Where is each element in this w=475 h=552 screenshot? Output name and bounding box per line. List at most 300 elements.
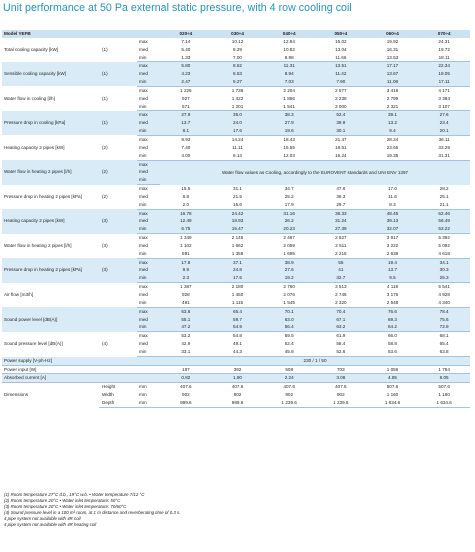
table-row — [2, 62, 470, 70]
table-cell: 17.0 — [367, 185, 419, 193]
table-cell: 34.1 — [418, 258, 470, 266]
table-cell: 52.4 — [315, 111, 367, 119]
table-cell: 22.34 — [418, 62, 470, 70]
table-cell: 3 176 — [367, 291, 419, 299]
table-cell: 5.80 — [160, 62, 212, 70]
table-cell: 1 387 — [160, 283, 212, 291]
table-cell: 53.2 — [160, 332, 212, 340]
table-cell: 18.11 — [418, 54, 470, 62]
table-cell: 2 180 — [212, 283, 264, 291]
table-cell: 31.1 — [212, 185, 264, 193]
level-label: min — [137, 323, 160, 331]
table-cell: 24.8 — [212, 266, 264, 274]
table-cell: 392 — [212, 365, 264, 374]
level-label: max — [137, 283, 160, 291]
table-cell: 3 107 — [418, 103, 470, 111]
table-cell: 25.1 — [418, 193, 470, 201]
table-cell: 47.2 — [160, 323, 212, 331]
table-cell: 1 239.6 — [263, 399, 315, 407]
table-cell: 15.47 — [212, 225, 264, 233]
table-cell: 11.31 — [263, 62, 315, 70]
table-cell: 62.46 — [418, 209, 470, 217]
table-cell: 2.24 — [263, 374, 315, 383]
table-cell: 187 — [160, 365, 212, 374]
row-note: (3) — [99, 258, 137, 283]
table-cell: 24.0 — [212, 119, 264, 127]
level-label: min — [137, 225, 160, 233]
table-cell: 1 784 — [418, 365, 470, 374]
table-row — [2, 160, 470, 168]
dimension-name: Width — [99, 391, 137, 399]
table-cell: 1 541 — [263, 103, 315, 111]
level-label: max — [137, 62, 160, 70]
table-row — [2, 185, 470, 193]
row-label: Pressure drop in heating 2 pipes [kPa] — [2, 185, 99, 210]
table-cell: 1 349 — [160, 234, 212, 242]
table-cell: 68.1 — [418, 332, 470, 340]
table-cell: 5.40 — [160, 46, 212, 54]
table-cell: 1 201 — [212, 103, 264, 111]
level-label: min — [137, 250, 160, 258]
table-row — [2, 332, 470, 340]
level-label: min — [137, 78, 160, 86]
table-cell: 23.65 — [367, 144, 419, 152]
row-note: (3) — [99, 234, 137, 259]
table-cell: 3 917 — [367, 234, 419, 242]
table-cell: 16.78 — [160, 209, 212, 217]
table-cell: 36.3 — [315, 193, 367, 201]
level-label: med — [137, 46, 160, 54]
table-cell: 12.03 — [263, 152, 315, 160]
row-note: (1) — [99, 111, 137, 136]
table-cell: 4 618 — [418, 250, 470, 258]
table-cell: 8.29 — [212, 46, 264, 54]
table-cell: 11.6 — [367, 193, 419, 201]
table-cell: 11.42 — [315, 70, 367, 78]
row-label: Sound pressure level [dB(A)] — [2, 332, 99, 357]
table-cell: 7.40 — [160, 144, 212, 152]
row-note: (2) — [99, 135, 137, 160]
table-cell: 52.6 — [315, 348, 367, 356]
table-cell: 927 — [160, 95, 212, 103]
table-cell: 29.7 — [315, 201, 367, 209]
table-cell: 10.12 — [212, 38, 264, 46]
table-cell: 1 545 — [263, 299, 315, 307]
table-cell: 54.8 — [212, 332, 264, 340]
table-cell: 1 634.6 — [367, 399, 419, 407]
row-label: Dimensions — [2, 383, 99, 408]
table-row — [2, 86, 470, 94]
table-cell: 37.1 — [212, 258, 264, 266]
level-label: med — [137, 242, 160, 250]
table-cell: 2 320 — [315, 299, 367, 307]
table-cell: 1 450 — [212, 291, 264, 299]
table-cell: 27.39 — [315, 225, 367, 233]
row-label: Water flow in heating 2 pipes [l/h] — [2, 234, 99, 259]
level-label: min — [137, 127, 160, 135]
table-row — [2, 283, 470, 291]
table-cell: 49.1 — [212, 340, 264, 348]
row-note: (1) — [99, 38, 137, 62]
table-cell: 38.3 — [263, 111, 315, 119]
table-cell: 5 092 — [418, 242, 470, 250]
table-cell: 17.8 — [160, 258, 212, 266]
table-cell: 19.2 — [263, 274, 315, 282]
table-row — [2, 234, 470, 242]
table-row — [2, 258, 470, 266]
table-cell: 7.14 — [160, 38, 212, 46]
table-cell: 4.23 — [160, 70, 212, 78]
table-cell: 44.3 — [212, 348, 264, 356]
table-cell: 507.6 — [367, 383, 419, 391]
table-cell: 27.6 — [263, 266, 315, 274]
power-input-row — [2, 365, 470, 374]
table-cell: 4.85 — [367, 374, 419, 383]
level-label: med — [137, 193, 160, 201]
level-label: max — [137, 209, 160, 217]
table-cell: 69.3 — [367, 316, 419, 324]
table-cell: 2.0 — [160, 201, 212, 209]
table-cell: 17.11 — [418, 78, 470, 86]
table-cell: 61.9 — [315, 332, 367, 340]
table-cell: 507.6 — [418, 383, 470, 391]
table-cell: 21.1 — [418, 201, 470, 209]
table-cell: 20.23 — [263, 225, 315, 233]
table-cell: 39.9 — [315, 119, 367, 127]
row-label: Absorbed current [A] — [2, 374, 160, 383]
table-cell: 45.8 — [263, 348, 315, 356]
table-cell: 591 — [160, 250, 212, 258]
table-cell: 407.6 — [212, 383, 264, 391]
table-cell: 491 — [160, 299, 212, 307]
table-cell: 902 — [212, 391, 264, 399]
table-cell: 25.2 — [263, 193, 315, 201]
footnote-line: 4 pipe system not available with 4R coil — [4, 516, 81, 522]
footnote-line: (4) Sound pressure level in a 100 m³ room, at 1 m distance and reverberating time of 0.3 s. — [4, 510, 181, 516]
table-cell: 8.98 — [263, 54, 315, 62]
table-cell: 4 928 — [418, 291, 470, 299]
table-cell: 2 638 — [367, 250, 419, 258]
table-cell: 27.9 — [160, 111, 212, 119]
table-cell: 19.35 — [367, 152, 419, 160]
table-cell: 2.3 — [160, 274, 212, 282]
table-cell: 15.55 — [263, 144, 315, 152]
table-cell: 33.1 — [160, 348, 212, 356]
level-label: med — [137, 119, 160, 127]
table-cell: 16.31 — [367, 46, 419, 54]
footnote-line: (2) Room temperature 20°C • Water inlet temperature: 50°C — [4, 498, 121, 504]
table-cell: 15.02 — [315, 38, 367, 46]
header-model-code: 050÷4 — [315, 30, 367, 38]
table-cell: 2 000 — [315, 103, 367, 111]
table-cell: 1 239.6 — [315, 399, 367, 407]
table-cell: 21.47 — [315, 135, 367, 143]
table-cell: 59.5 — [263, 332, 315, 340]
power-supply-value: 230 / 1 / 50 — [160, 356, 470, 365]
header-model-code: 060÷4 — [367, 30, 419, 38]
table-cell: 2.47 — [160, 78, 212, 86]
power-supply-row — [2, 356, 470, 365]
table-cell: 703 — [315, 365, 367, 374]
table-cell: 32.07 — [367, 225, 419, 233]
table-cell: 1 115 — [212, 299, 264, 307]
level-label: max — [137, 307, 160, 315]
level-label: med — [137, 95, 160, 103]
table-cell: 17.6 — [212, 127, 264, 135]
row-label: Heating capacity 2 pipes [kW] — [2, 209, 99, 234]
table-cell: 508 — [263, 365, 315, 374]
row-note: (3) — [99, 209, 137, 234]
level-label: min — [137, 201, 160, 209]
table-cell: 48.45 — [367, 209, 419, 217]
level-label: med — [137, 316, 160, 324]
table-cell: 18.93 — [212, 217, 264, 225]
header-model-code: 020÷4 — [160, 30, 212, 38]
table-cell: 6.53 — [212, 70, 264, 78]
table-cell: 8.62 — [212, 62, 264, 70]
table-cell: 13.2 — [367, 119, 419, 127]
table-cell: 17.17 — [367, 62, 419, 70]
table-cell: 1 422 — [212, 95, 264, 103]
table-cell: 2 760 — [263, 283, 315, 291]
level-label: med — [137, 144, 160, 152]
table-cell: 1 225 — [160, 86, 212, 94]
table-cell: 1 102 — [160, 242, 212, 250]
table-cell: 2 216 — [315, 250, 367, 258]
row-label: Water flow in heating 2 pipes [l/h] — [2, 160, 99, 185]
table-cell: 19.72 — [418, 46, 470, 54]
table-cell: 25.3 — [418, 274, 470, 282]
level-label: min — [137, 103, 160, 111]
row-label: Pressure drop in cooling [kPa] — [2, 111, 99, 136]
table-cell: 1 736 — [212, 86, 264, 94]
row-note: (4) — [99, 332, 137, 357]
table-cell: 30.1 — [315, 127, 367, 135]
table-cell: 58.8 — [367, 340, 419, 348]
dimension-name: Depth — [99, 399, 137, 407]
table-cell: 2 467 — [263, 234, 315, 242]
level-label: min — [137, 274, 160, 282]
table-cell: 31.16 — [263, 209, 315, 217]
table-cell: 28.2 — [418, 185, 470, 193]
table-cell: 902 — [263, 391, 315, 399]
table-cell: 3 384 — [418, 95, 470, 103]
level-label: med — [137, 168, 160, 176]
footnote-line: (1) Room temperature 27°C d.b., 19°C w.b. • Water temperature 7/12 °C — [4, 492, 145, 497]
table-cell: 53.6 — [367, 348, 419, 356]
table-cell: 32.7 — [315, 274, 367, 282]
footnote-line: 4 pipe system not available with 4R heating coil — [4, 522, 97, 528]
absorbed-current-row — [2, 374, 470, 383]
dimension-unit: mm — [137, 399, 160, 407]
table-cell: 47.6 — [315, 185, 367, 193]
table-cell: 1 160 — [418, 391, 470, 399]
table-cell: 63.0 — [263, 316, 315, 324]
level-label: max — [137, 111, 160, 119]
table-cell: 13.04 — [315, 46, 367, 54]
table-cell: 17.5 — [212, 274, 264, 282]
table-cell: 10.82 — [263, 46, 315, 54]
table-cell: 407.6 — [160, 383, 212, 391]
table-cell: 55.1 — [160, 316, 212, 324]
row-label: Power input [W] — [2, 365, 160, 374]
table-cell: 15.6 — [212, 201, 264, 209]
table-cell: 1 662 — [212, 242, 264, 250]
table-cell: 52.4 — [263, 340, 315, 348]
table-cell: 9.4 — [367, 127, 419, 135]
level-label: max — [137, 185, 160, 193]
table-cell: 8.1 — [160, 127, 212, 135]
table-cell: 3 418 — [367, 86, 419, 94]
table-cell: 2 238 — [315, 95, 367, 103]
level-label: med — [137, 266, 160, 274]
table-cell: 66.0 — [367, 332, 419, 340]
table-cell: 13.53 — [367, 54, 419, 62]
table-cell: 3 222 — [367, 242, 419, 250]
row-note: (1) — [99, 86, 137, 111]
table-cell: 20.1 — [418, 127, 470, 135]
table-cell: 16.24 — [315, 152, 367, 160]
row-note: (1) — [99, 62, 137, 87]
table-row — [2, 111, 470, 119]
table-cell: 75.6 — [418, 316, 470, 324]
table-cell: 8.8 — [160, 193, 212, 201]
table-cell: 38.9 — [263, 258, 315, 266]
table-cell: 12.84 — [263, 38, 315, 46]
table-cell: 4 340 — [418, 299, 470, 307]
table-cell: 53.22 — [418, 225, 470, 233]
level-label: min — [137, 152, 160, 160]
table-cell: 59.7 — [212, 316, 264, 324]
merged-note: Water flow values as Cooling, accordingly to the EUROVENT standards and UNI ENV 1397 — [160, 160, 470, 185]
header-model-code: 070÷4 — [418, 30, 470, 38]
table-cell: 902 — [315, 391, 367, 399]
table-cell: 2 746 — [315, 291, 367, 299]
header-model-code: 040÷4 — [263, 30, 315, 38]
table-cell: 42.9 — [160, 340, 212, 348]
table-cell: 63.8 — [418, 348, 470, 356]
table-cell: 9.5 — [367, 274, 419, 282]
table-cell: 39.1 — [367, 111, 419, 119]
table-cell: 11.08 — [367, 78, 419, 86]
table-cell: 70.1 — [263, 307, 315, 315]
table-cell: 31.24 — [315, 217, 367, 225]
row-label: Air flow [m3/h] — [2, 283, 99, 308]
table-cell: 989.6 — [160, 399, 212, 407]
header-model: Model YEFB — [2, 30, 160, 38]
table-cell: 19.6 — [263, 127, 315, 135]
table-cell: 902 — [160, 391, 212, 399]
table-cell: 9.9 — [160, 266, 212, 274]
footnotes — [4, 492, 464, 529]
table-cell: 36.11 — [418, 135, 470, 143]
table-cell: 35.0 — [212, 111, 264, 119]
table-cell: 56.49 — [418, 217, 470, 225]
table-cell: 36.33 — [315, 209, 367, 217]
level-label: med — [137, 70, 160, 78]
level-label: max — [137, 258, 160, 266]
table-cell: 9.93 — [160, 135, 212, 143]
level-label: max — [137, 332, 160, 340]
table-cell: 1 359 — [212, 250, 264, 258]
table-cell: 34.7 — [263, 185, 315, 193]
row-label: Pressure drop in heating 2 pipes [kPa] — [2, 258, 99, 283]
table-cell: 4.00 — [160, 152, 212, 160]
table-cell: 6.75 — [160, 225, 212, 233]
dimension-unit: mm — [137, 391, 160, 399]
header-model-code: 030÷4 — [212, 30, 264, 38]
table-cell: 5 392 — [418, 234, 470, 242]
level-label: max — [137, 234, 160, 242]
table-cell: 39.13 — [367, 217, 419, 225]
dimensions-row — [2, 383, 470, 391]
table-cell: 24.42 — [212, 209, 264, 217]
table-cell: 11.11 — [212, 144, 264, 152]
table-cell: 19.92 — [367, 38, 419, 46]
table-cell: 63.8 — [160, 307, 212, 315]
row-note: (2) — [99, 160, 137, 185]
table-cell: 3.08 — [315, 374, 367, 383]
table-cell: 18.51 — [315, 144, 367, 152]
table-cell: 14.24 — [212, 135, 264, 143]
table-cell: 19.05 — [418, 70, 470, 78]
table-cell: 2 321 — [367, 103, 419, 111]
table-cell: 15.5 — [160, 185, 212, 193]
table-cell: 18.43 — [263, 135, 315, 143]
table-cell: 1.33 — [160, 54, 212, 62]
table-cell: 31.31 — [418, 152, 470, 160]
table-row — [2, 209, 470, 217]
dimension-name: Height — [99, 383, 137, 391]
table-cell: 56.4 — [263, 323, 315, 331]
table-cell: 24.31 — [418, 38, 470, 46]
row-label: Water flow in cooling [l/h] — [2, 86, 99, 111]
table-cell: 65.4 — [212, 307, 264, 315]
level-label: med — [137, 291, 160, 299]
table-cell: 2 059 — [263, 242, 315, 250]
table-cell: 5 541 — [418, 283, 470, 291]
table-cell: 76.6 — [367, 307, 419, 315]
level-label: min — [137, 348, 160, 356]
row-note — [99, 307, 137, 332]
level-label: min — [137, 54, 160, 62]
table-cell: 11.66 — [315, 54, 367, 62]
table-cell: 27.6 — [418, 111, 470, 119]
table-cell: 8.94 — [263, 70, 315, 78]
table-cell: 571 — [160, 103, 212, 111]
row-note — [99, 283, 137, 308]
table-cell: 7.90 — [315, 78, 367, 86]
table-cell: 9.13 — [212, 152, 264, 160]
table-cell: 2 799 — [367, 95, 419, 103]
table-cell: 64.2 — [367, 323, 419, 331]
table-cell: 1 695 — [263, 250, 315, 258]
table-cell: 8.3 — [367, 201, 419, 209]
table-row — [2, 307, 470, 315]
table-cell: 1 634.6 — [418, 399, 470, 407]
table-cell: 23.4 — [418, 119, 470, 127]
table-row — [2, 38, 470, 46]
table-cell: 67.1 — [315, 316, 367, 324]
table-cell: 407.6 — [263, 383, 315, 391]
table-cell: 2 548 — [367, 299, 419, 307]
row-label: Total cooling capacity [kW] — [2, 38, 99, 62]
row-label: Sensible cooling capacity [kW] — [2, 62, 99, 87]
table-cell: 5.27 — [212, 78, 264, 86]
table-cell: 78.4 — [418, 307, 470, 315]
header-row — [2, 30, 470, 38]
table-cell: 33.29 — [418, 144, 470, 152]
